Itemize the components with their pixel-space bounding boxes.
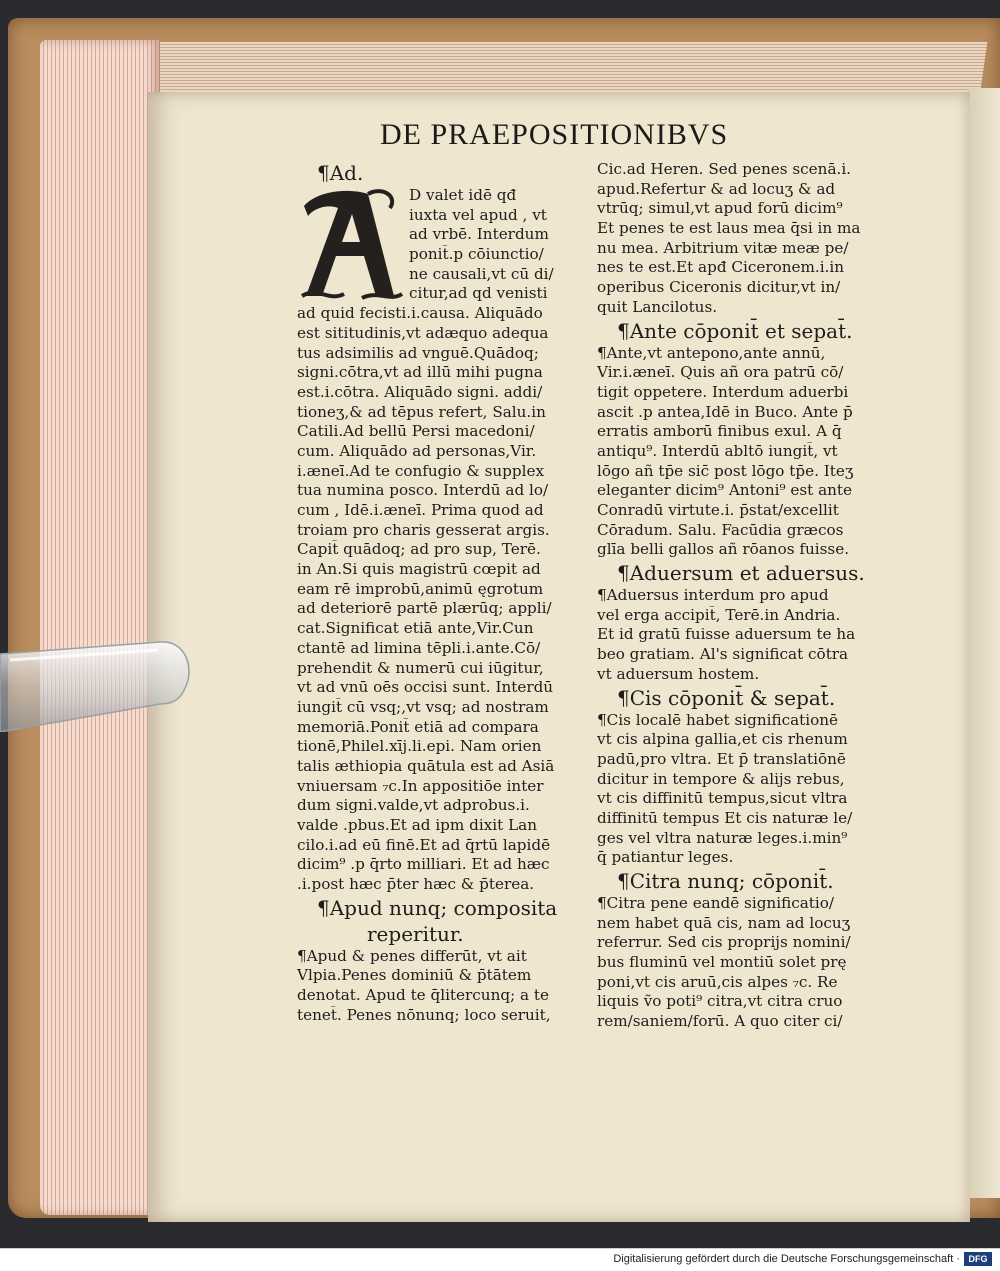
text-line: vel erga accipit̄, Terē.in Andria. — [597, 605, 841, 624]
section-heading: ¶Ante cōponit̄ et sepat̄. — [617, 318, 853, 343]
text-line: iungit̄ cū vsq;,vt vsq; ad nostram — [297, 697, 549, 716]
text-line: ad deteriorē partē plærūq; appli/ — [297, 599, 552, 618]
text-line: tioneʒ,& ad tēpus refert, Salu.in — [297, 402, 546, 421]
text-line: in An.Si quis magistrū cœpit ad — [297, 560, 541, 579]
text-column-right — [597, 160, 887, 1032]
text-line: Capit̄ quādoq; ad pro sup, Terē. — [297, 540, 541, 559]
text-line: cilo.i.ad eū finē.Et ad q̄rtū lapidē — [297, 835, 551, 854]
text-line: memoriā.Ponit̄ etiā ad compara — [297, 717, 539, 736]
text-line: vtrūq; simul,vt apud forū dicim⁹ — [597, 199, 843, 218]
text-line: Et penes te est laus mea q̄si in ma — [597, 219, 861, 238]
text-line: tionē,Philel.xīj.li.epi. Nam orien — [297, 737, 542, 756]
text-line: antiqu⁹. Interdū abltō iungit̄, vt — [597, 441, 838, 460]
text-line: tua numina posco. Interdū ad lo/ — [297, 481, 549, 500]
text-line: vt cis alpina gallia,et cis rhenum — [597, 730, 848, 749]
facing-page-edge — [968, 88, 1000, 1198]
text-line: erratis amborū finibus exul. A q̄ — [597, 422, 842, 441]
text-line: nes te est.Et apđ Ciceronem.i.in — [597, 258, 845, 277]
text-line: Et id gratū fuisse aduersum te ha — [597, 625, 856, 644]
text-line: signi.cōtra,vt ad illū mihi pugna — [297, 363, 543, 382]
text-line: ad quid fecisti.i.causa. Aliquādo — [297, 304, 543, 323]
text-line: vt cis diffinitū tempus,sicut vltra — [597, 789, 848, 808]
text-line: ¶Ante,vt antepono,ante annū, — [597, 343, 826, 362]
text-line: cat.Significat etiā ante,Vir.Cun — [297, 619, 534, 638]
text-line: operibus Ciceronis dicitur,vt in/ — [597, 278, 841, 297]
text-line: referrur. Sed cis proprijs nomini/ — [597, 933, 851, 952]
section-heading: ¶Cis cōponit̄ & sepat̄. — [617, 685, 836, 710]
text-column-left — [297, 160, 587, 1026]
text-line: rem/saniem/forū. A quo citer ci/ — [597, 1012, 843, 1031]
page-edges-left — [40, 40, 160, 1215]
text-line: ne causali,vt cū di/ — [409, 264, 554, 283]
text-line: iuxta vel apud , vt — [409, 205, 547, 224]
text-line: vt ad vnū oēs occisi sunt. Interdū — [297, 678, 554, 697]
text-line: est.i.cōtra. Aliquādo signi. addi/ — [297, 382, 543, 401]
text-line: denotat. Apud te q̄litercunq; a te — [297, 986, 549, 1005]
text-line: vt aduersum hostem. — [597, 664, 760, 683]
footer-bar — [0, 1248, 1000, 1271]
text-line: liquis ṽo poti⁹ citra,vt citra cruo — [597, 992, 843, 1011]
text-line: troiam pro charis gesserat argis. — [297, 520, 550, 539]
text-line: glīa belli gallos añ rōanos fuisse. — [597, 540, 850, 559]
text-line: ascit .p antea,Idē in Buco. Ante p̄ — [597, 402, 853, 421]
text-line: i.æneī.Ad te confugio & supplex — [297, 461, 545, 480]
text-line: eleganter dicim⁹ Antoni⁹ est ante — [597, 481, 853, 500]
text-line: ¶Apud & penes differūt, vt ait — [297, 946, 527, 965]
text-line: diffinitū tempus Et cis naturæ le/ — [597, 808, 853, 827]
footer-credit: Digitalisierung gefördert durch die Deutsche Forschungsgemeinschaft · — [613, 1253, 960, 1265]
text-line: valde .pbus.Et ad ipm dixit Lan — [297, 816, 537, 834]
text-line: dicitur in tempore & alijs rebus, — [597, 769, 845, 788]
text-line: nem habet quā cis, nam ad locuʒ — [597, 913, 851, 932]
page-holder-clip — [0, 640, 192, 732]
text-line: cum. Aliquādo ad personas,Vir. — [297, 441, 537, 460]
section-heading: ¶Citra nunq; cōponit̄. — [617, 869, 834, 893]
text-line: q̄ patiantur leges. — [597, 848, 734, 867]
text-line: vniuersam ₇c.In appositiōe inter — [297, 776, 544, 795]
text-line: Cic.ad Heren. Sed penes scenā.i. — [597, 160, 852, 178]
text-line: D valet idē qđ — [409, 186, 517, 204]
page-title: DE PRAEPOSITIONIBVS — [380, 118, 729, 151]
text-line: quit Lancilotus. — [597, 297, 718, 316]
text-line: citur,ad qd venisti — [409, 284, 548, 303]
text-line: tus adsimilis ad vnguē.Quādoq; — [297, 343, 539, 362]
dfg-logo: DFG — [964, 1252, 992, 1266]
text-line: padū,pro vltra. Et p̄ translatiōnē — [597, 749, 846, 768]
text-line: ¶Citra pene eandē significatio/ — [597, 894, 834, 912]
text-line: ¶Aduersus interdum pro apud — [597, 586, 829, 605]
text-line: tigit oppetere. Interdum aduerbi — [597, 382, 849, 401]
text-line: dum signi.valde,vt adprobus.i. — [297, 796, 530, 815]
text-line: Catili.Ad bellū Persi macedoni/ — [297, 422, 535, 441]
text-line: beo gratiam. Al's significat cōtra — [597, 645, 849, 664]
text-line: tenet̄. Penes nōnunq; loco seruit, — [297, 1005, 551, 1024]
section-heading: ¶Apud nunq; composita — [317, 895, 558, 920]
text-line: Cōradum. Salu. Facūdia græcos — [597, 520, 844, 539]
text-line: cum , Idē.i.æneī. Prima quod ad — [297, 501, 544, 519]
text-line: ponit̄.p cōiunctio/ — [409, 245, 544, 264]
text-line: est sititudinis,vt adæquo adequa — [297, 323, 549, 342]
text-line: .i.post hæc p̄ter hæc & p̄terea. — [297, 875, 535, 894]
text-line: dicim⁹ .p q̄rto milliari. Et ad hæc — [297, 855, 550, 874]
text-line: Vir.i.æneī. Quis añ ora patrū cō/ — [597, 363, 844, 382]
text-line: ad vrbē. Interdum — [409, 225, 549, 244]
text-line: nu mea. Arbitrium vitæ meæ pe/ — [597, 238, 849, 257]
text-line: Vlpia.Penes dominiū & p̄tātem — [297, 966, 532, 985]
text-line: ctantē ad limina tēpli.i.ante.Cō/ — [297, 638, 541, 657]
text-line: lōgo añ tp̄e sic̄ post lōgo tp̄e. Iteʒ — [597, 461, 854, 480]
text-line: ges vel vltra naturæ leges.i.min⁹ — [597, 828, 848, 847]
section-heading: ¶Ad. — [317, 161, 364, 185]
text-line: talis æthiopia quātula est ad Asiā — [297, 756, 555, 775]
text-line: Conradū virtute.i. p̄stat/excellit — [597, 501, 839, 519]
text-line: bus fluminū vel montiū solet prę — [597, 953, 847, 972]
section-heading: ¶Aduersum et aduersus. — [617, 561, 865, 586]
text-line: poni,vt cis aruū,cis alpes ₇c. Re — [597, 972, 838, 991]
text-line: apud.Refertur & ad locuʒ & ad — [597, 179, 836, 198]
section-heading: reperitur. — [367, 921, 464, 946]
text-line: eam rē improbū,animū ęgrotum — [297, 579, 544, 598]
page-edges-top — [70, 42, 987, 94]
text-line: prehendit & numerū cui iūgitur, — [297, 658, 544, 677]
text-line: ¶Cis localē habet significationē — [597, 710, 839, 729]
